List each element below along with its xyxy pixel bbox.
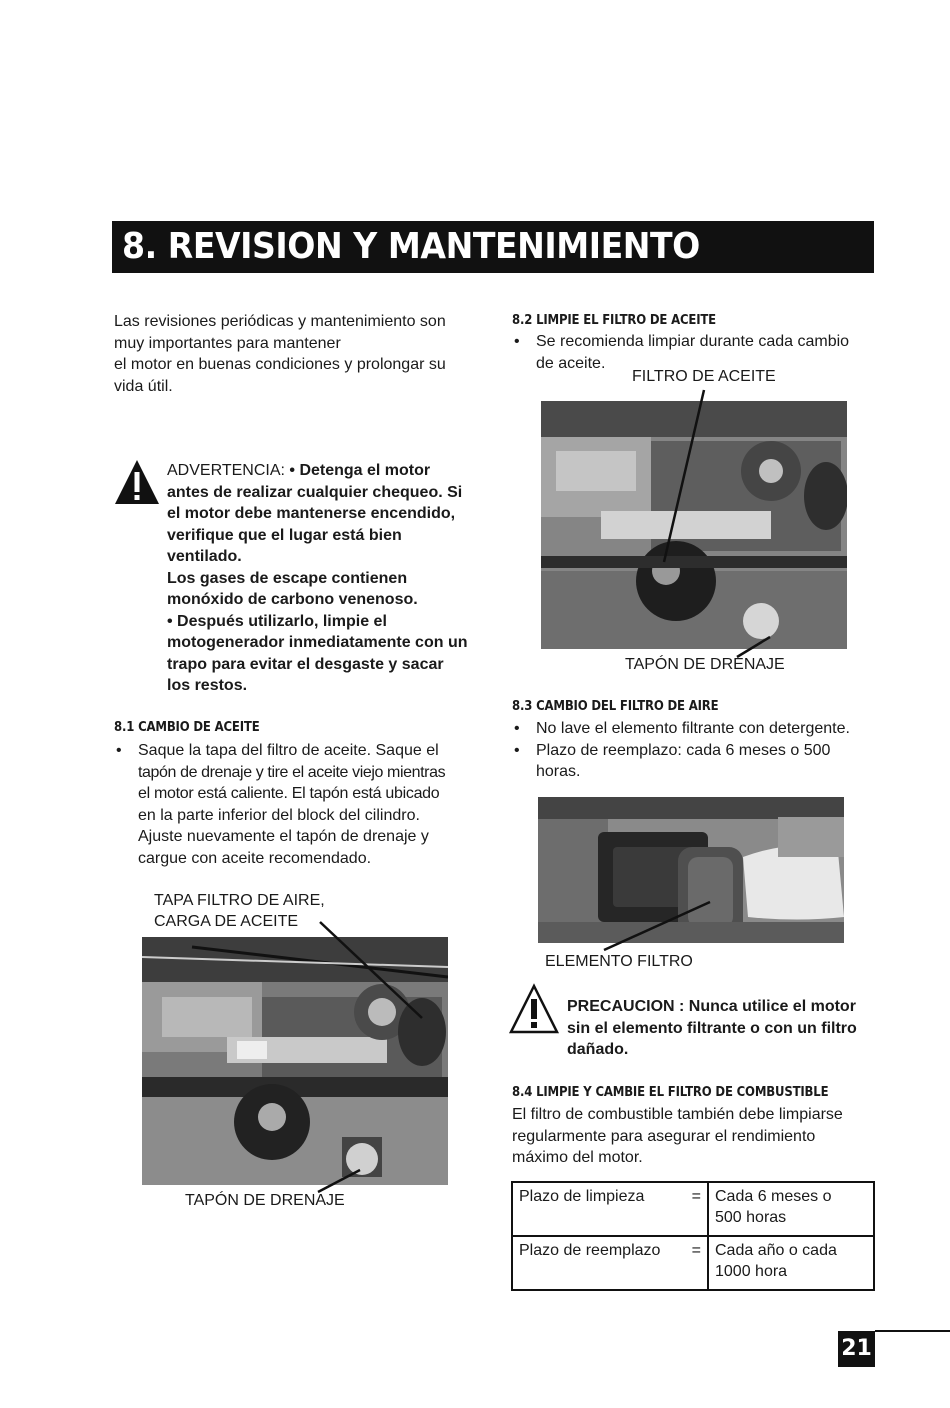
intro-line: muy importantes para mantener xyxy=(114,334,341,352)
caution-line: dañado. xyxy=(567,1041,629,1058)
caption-oil-fill: CARGA DE ACEITE xyxy=(154,913,299,930)
warning-line: antes de realizar cualquier chequeo. Si xyxy=(167,483,463,501)
section-heading-8-3: 8.3 CAMBIO DEL FILTRO DE AIRE xyxy=(512,699,719,714)
body-line: Saque la tapa del filtro de aceite. Saque el xyxy=(138,742,439,759)
page-number-rule xyxy=(875,1330,950,1332)
warning-line: trapo para evitar el desgaste y sacar xyxy=(167,655,444,673)
row-value: Cada 6 meses o xyxy=(715,1188,832,1205)
intro-paragraph xyxy=(114,311,494,397)
table-cell-value xyxy=(708,1182,874,1236)
table-row xyxy=(512,1182,874,1236)
body-line: Se recomienda limpiar durante cada cambio xyxy=(536,333,850,350)
bullet: • xyxy=(514,333,520,350)
warning-text xyxy=(167,460,487,697)
row-label: Plazo de limpieza xyxy=(519,1188,645,1205)
section-8-3-body xyxy=(512,718,887,776)
bullet: • xyxy=(116,742,122,759)
leader-line xyxy=(600,898,714,954)
equals-sign: = xyxy=(691,1188,701,1205)
leader-line xyxy=(314,916,426,1024)
caution-text xyxy=(567,996,887,1061)
page-title: 8. REVISION Y MANTENIMIENTO xyxy=(122,226,700,267)
warning-line: monóxido de carbono venenoso. xyxy=(167,591,418,608)
caption-drain-plug: TAPÓN DE DRENAJE xyxy=(185,1192,345,1209)
warning-prefix: ADVERTENCIA: xyxy=(167,462,285,479)
intro-line: vida útil. xyxy=(114,377,173,395)
table-cell-label xyxy=(512,1182,708,1236)
body-line: horas. xyxy=(536,763,581,776)
warning-triangle-icon xyxy=(113,458,161,506)
intro-line: Las revisiones periódicas y mantenimiento son xyxy=(114,313,446,330)
section-heading-8-4: 8.4 LIMPIE Y CAMBIE EL FILTRO DE COMBUSTIBLE xyxy=(512,1085,829,1100)
caution-line: PRECAUCION : Nunca utilice el motor xyxy=(567,998,856,1015)
body-line: Ajuste nuevamente el tapón de drenaje y xyxy=(138,828,429,845)
warning-line: motogenerador inmediatamente con un xyxy=(167,634,468,651)
page-number: 21 xyxy=(838,1331,875,1367)
leader-line xyxy=(658,386,708,566)
equals-sign: = xyxy=(691,1242,701,1259)
list-item xyxy=(512,740,887,777)
body-line: en la parte inferior del block del cilindro. xyxy=(138,806,420,824)
body-line: No lave el elemento filtrante con detergente. xyxy=(536,720,850,737)
section-heading-8-1: 8.1 CAMBIO DE ACEITE xyxy=(114,720,260,735)
caption-oil-filter: FILTRO DE ACEITE xyxy=(632,368,776,385)
warning-line: • Después utilizarlo, limpie el xyxy=(167,612,387,630)
body-line: El filtro de combustible también debe limpiarse xyxy=(512,1106,843,1123)
warning-line: ventilado. xyxy=(167,548,242,565)
warning-triangle-icon xyxy=(508,983,560,1035)
row-value: 1000 hora xyxy=(715,1263,788,1280)
body-line: de aceite. xyxy=(536,354,606,372)
body-line: máximo del motor. xyxy=(512,1149,643,1166)
list-item xyxy=(512,718,887,740)
warning-line: Los gases de escape contienen xyxy=(167,569,408,587)
caution-line: sin el elemento filtrante o con un filtro xyxy=(567,1019,857,1037)
caption-air-filter-cap: TAPA FILTRO DE AIRE, xyxy=(154,892,325,909)
warning-line: verifique que el lugar está bien xyxy=(167,526,402,544)
section-heading-8-2: 8.2 LIMPIE EL FILTRO DE ACEITE xyxy=(512,313,716,328)
body-line: cargue con aceite recomendado. xyxy=(138,849,372,867)
caption-drain-plug-2: TAPÓN DE DRENAJE xyxy=(625,656,785,673)
body-line: el motor está caliente. El tapón está ubicado xyxy=(138,785,440,802)
section-8-4-body xyxy=(512,1104,892,1169)
table-cell-value xyxy=(708,1236,874,1290)
body-line: Plazo de reemplazo: cada 6 meses o 500 xyxy=(536,741,831,759)
list-item xyxy=(114,740,494,869)
table-row xyxy=(512,1236,874,1290)
warning-line: • Detenga el motor xyxy=(284,462,431,479)
bullet: • xyxy=(514,720,520,737)
warning-line: los restos. xyxy=(167,677,248,694)
maintenance-schedule-table xyxy=(511,1181,875,1291)
intro-line: el motor en buenas condiciones y prolongar su xyxy=(114,356,446,373)
row-value: 500 horas xyxy=(715,1209,787,1226)
caption-filter-element: ELEMENTO FILTRO xyxy=(545,953,693,970)
table-cell-label xyxy=(512,1236,708,1290)
bullet: • xyxy=(514,741,520,759)
row-value: Cada año o cada xyxy=(715,1242,837,1259)
body-line: regularmente para asegurar el rendimiento xyxy=(512,1127,816,1145)
row-label: Plazo de reemplazo xyxy=(519,1242,661,1259)
warning-line: el motor debe mantenerse encendido, xyxy=(167,505,456,522)
section-8-1-body xyxy=(114,740,494,869)
body-line: tapón de drenaje y tire el aceite viejo mientras xyxy=(138,763,446,781)
